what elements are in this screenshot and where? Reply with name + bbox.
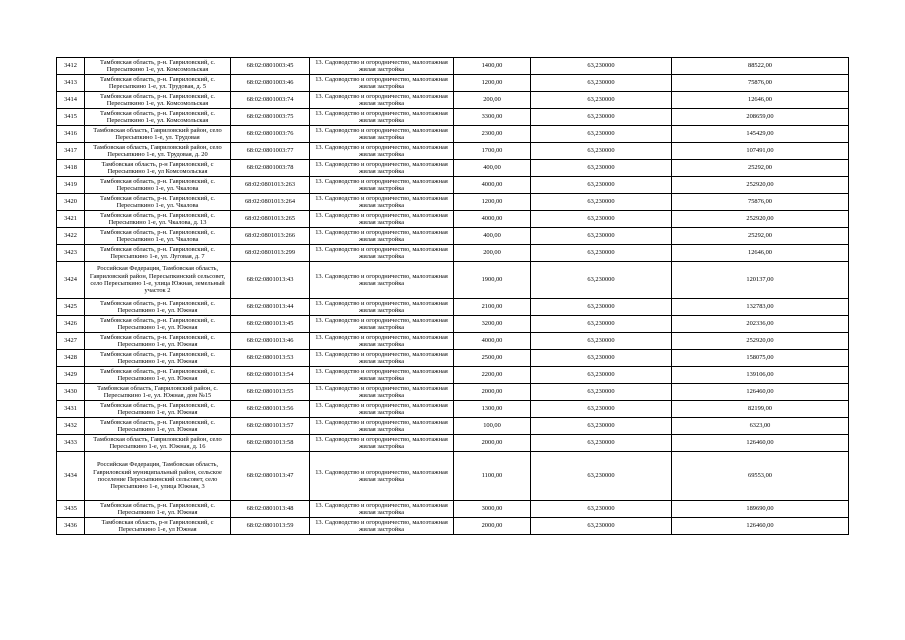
- specific-value-cell: 63,230000: [531, 177, 672, 194]
- area-cell: 4000,00: [454, 333, 531, 350]
- cadastral-number-cell: 68:02:0801013:47: [231, 452, 310, 501]
- address-cell: Тамбовская область, р-н. Гавриловский, с. Пересыпкино 1-е, ул. Чкалова: [85, 228, 231, 245]
- specific-value-cell: 63,230000: [531, 333, 672, 350]
- cadastral-number-cell: 68:02:0801013:44: [231, 299, 310, 316]
- land-use-cell: 13. Садоводство и огородничество, малоэтажная жилая застройка: [310, 109, 454, 126]
- specific-value-cell: 63,230000: [531, 518, 672, 535]
- row-number-cell: 3434: [57, 452, 85, 501]
- land-use-cell: 13. Садоводство и огородничество, малоэтажная жилая застройка: [310, 75, 454, 92]
- address-cell: Тамбовская область, р-н. Гавриловский, с. Пересыпкино 1-е, ул. Южная: [85, 401, 231, 418]
- cadastral-number-cell: 68:02:0801013:56: [231, 401, 310, 418]
- row-number-cell: 3428: [57, 350, 85, 367]
- address-cell: Тамбовская область, р-н. Гавриловский, с. Пересыпкино 1-е, ул. Южная: [85, 350, 231, 367]
- address-cell: Тамбовская область, Гавриловский район, с. Пересыпкино 1-е, ул. Южная, дом №15: [85, 384, 231, 401]
- address-cell: Тамбовская область, р-н Гавриловский, с Пересыпкино 1-е, ул Комсомольская: [85, 160, 231, 177]
- cadastral-number-cell: 68:02:0801003:75: [231, 109, 310, 126]
- land-use-cell: 13. Садоводство и огородничество, малоэтажная жилая застройка: [310, 262, 454, 299]
- area-cell: 2100,00: [454, 299, 531, 316]
- specific-value-cell: 63,230000: [531, 126, 672, 143]
- area-cell: 1200,00: [454, 75, 531, 92]
- area-cell: 2300,00: [454, 126, 531, 143]
- row-number-cell: 3436: [57, 518, 85, 535]
- row-number-cell: 3425: [57, 299, 85, 316]
- cadastral-number-cell: 68:02:0801013:59: [231, 518, 310, 535]
- table-row: [57, 58, 849, 75]
- cadastral-value-cell: 126460,00: [672, 435, 849, 452]
- area-cell: 1900,00: [454, 262, 531, 299]
- cadastral-value-cell: 158075,00: [672, 350, 849, 367]
- land-use-cell: 13. Садоводство и огородничество, малоэтажная жилая застройка: [310, 143, 454, 160]
- table-row: [57, 245, 849, 262]
- cadastral-number-cell: 68:02:0801013:45: [231, 316, 310, 333]
- area-cell: 4000,00: [454, 211, 531, 228]
- table-row: [57, 299, 849, 316]
- land-use-cell: 13. Садоводство и огородничество, малоэтажная жилая застройка: [310, 350, 454, 367]
- table-row: [57, 418, 849, 435]
- address-cell: Тамбовская область, р-н. Гавриловский, с. Пересыпкино 1-е, ул. Южная: [85, 501, 231, 518]
- cadastral-number-cell: 68:02:0801013:266: [231, 228, 310, 245]
- land-use-cell: 13. Садоводство и огородничество, малоэтажная жилая застройка: [310, 211, 454, 228]
- row-number-cell: 3424: [57, 262, 85, 299]
- area-cell: 400,00: [454, 160, 531, 177]
- land-use-cell: 13. Садоводство и огородничество, малоэтажная жилая застройка: [310, 245, 454, 262]
- land-use-cell: 13. Садоводство и огородничество, малоэтажная жилая застройка: [310, 316, 454, 333]
- address-cell: Тамбовская область, р-н. Гавриловский, с. Пересыпкино 1-е, ул. Комсомольская: [85, 109, 231, 126]
- cadastral-number-cell: 68:02:0801013:263: [231, 177, 310, 194]
- cadastral-value-cell: 126460,00: [672, 518, 849, 535]
- specific-value-cell: 63,230000: [531, 92, 672, 109]
- cadastral-number-cell: 68:02:0801013:46: [231, 333, 310, 350]
- address-cell: Тамбовская область, Гавриловский район, село Пересыпкино 1-е, ул. Южная, д. 16: [85, 435, 231, 452]
- table-row: [57, 518, 849, 535]
- cadastral-value-cell: 25292,00: [672, 228, 849, 245]
- cadastral-number-cell: 68:02:0801013:58: [231, 435, 310, 452]
- specific-value-cell: 63,230000: [531, 160, 672, 177]
- area-cell: 1700,00: [454, 143, 531, 160]
- specific-value-cell: 63,230000: [531, 75, 672, 92]
- cadastral-value-cell: 12646,00: [672, 245, 849, 262]
- cadastral-value-cell: 202336,00: [672, 316, 849, 333]
- cadastral-value-cell: 252920,00: [672, 333, 849, 350]
- land-use-cell: 13. Садоводство и огородничество, малоэтажная жилая застройка: [310, 126, 454, 143]
- table-row: [57, 211, 849, 228]
- row-number-cell: 3420: [57, 194, 85, 211]
- row-number-cell: 3415: [57, 109, 85, 126]
- land-use-cell: 13. Садоводство и огородничество, малоэтажная жилая застройка: [310, 58, 454, 75]
- area-cell: 2500,00: [454, 350, 531, 367]
- address-cell: Тамбовская область, р-н Гавриловский, с Пересыпкино 1-е, ул Южная: [85, 518, 231, 535]
- address-cell: Тамбовская область, Гавриловский район, село Пересыпкино 1-е, ул. Трудовая: [85, 126, 231, 143]
- table-row: [57, 262, 849, 299]
- table-row: [57, 350, 849, 367]
- cadastral-number-cell: 68:02:0801013:43: [231, 262, 310, 299]
- specific-value-cell: 63,230000: [531, 435, 672, 452]
- area-cell: 100,00: [454, 418, 531, 435]
- area-cell: 2000,00: [454, 435, 531, 452]
- specific-value-cell: 63,230000: [531, 401, 672, 418]
- area-cell: 2000,00: [454, 518, 531, 535]
- area-cell: 3200,00: [454, 316, 531, 333]
- row-number-cell: 3426: [57, 316, 85, 333]
- cadastral-value-cell: 107491,00: [672, 143, 849, 160]
- cadastral-number-cell: 68:02:0801003:74: [231, 92, 310, 109]
- address-cell: Тамбовская область, р-н. Гавриловский, с. Пересыпкино 1-е, ул. Луговая, д. 7: [85, 245, 231, 262]
- specific-value-cell: 63,230000: [531, 245, 672, 262]
- address-cell: Тамбовская область, р-н. Гавриловский, с. Пересыпкино 1-е, ул. Комсомольская: [85, 92, 231, 109]
- row-number-cell: 3435: [57, 501, 85, 518]
- land-use-cell: 13. Садоводство и огородничество, малоэтажная жилая застройка: [310, 299, 454, 316]
- cadastral-number-cell: 68:02:0801013:265: [231, 211, 310, 228]
- land-use-cell: 13. Садоводство и огородничество, малоэтажная жилая застройка: [310, 228, 454, 245]
- table-row: [57, 401, 849, 418]
- cadastral-number-cell: 68:02:0801013:54: [231, 367, 310, 384]
- address-cell: Тамбовская область, р-н. Гавриловский, с. Пересыпкино 1-е, ул. Трудовая, д. 5: [85, 75, 231, 92]
- cadastral-number-cell: 68:02:0801003:45: [231, 58, 310, 75]
- area-cell: 1400,00: [454, 58, 531, 75]
- table-row: [57, 160, 849, 177]
- row-number-cell: 3412: [57, 58, 85, 75]
- area-cell: 200,00: [454, 92, 531, 109]
- address-cell: Тамбовская область, р-н. Гавриловский, с. Пересыпкино 1-е, ул. Южная: [85, 367, 231, 384]
- table-row: [57, 92, 849, 109]
- land-use-cell: 13. Садоводство и огородничество, малоэтажная жилая застройка: [310, 435, 454, 452]
- land-use-cell: 13. Садоводство и огородничество, малоэтажная жилая застройка: [310, 367, 454, 384]
- address-cell: Российская Федерация, Тамбовская область, Гавриловский муниципальный район, сельское поселение Пересыпкинский сельсовет, село Пересыпкино 1-е, улица Южная, 3: [85, 452, 231, 501]
- land-use-cell: 13. Садоводство и огородничество, малоэтажная жилая застройка: [310, 518, 454, 535]
- cadastral-number-cell: 68:02:0801003:46: [231, 75, 310, 92]
- cadastral-number-cell: 68:02:0801013:55: [231, 384, 310, 401]
- table-row: [57, 143, 849, 160]
- address-cell: Тамбовская область, р-н. Гавриловский, с. Пересыпкино 1-е, ул. Чкалова: [85, 194, 231, 211]
- land-use-cell: 13. Садоводство и огородничество, малоэтажная жилая застройка: [310, 333, 454, 350]
- cadastral-value-cell: 252920,00: [672, 211, 849, 228]
- table-row: [57, 452, 849, 501]
- table-body: [57, 58, 849, 535]
- table-row: [57, 109, 849, 126]
- table-row: [57, 501, 849, 518]
- area-cell: 1300,00: [454, 401, 531, 418]
- area-cell: 200,00: [454, 245, 531, 262]
- specific-value-cell: 63,230000: [531, 452, 672, 501]
- land-use-cell: 13. Садоводство и огородничество, малоэтажная жилая застройка: [310, 501, 454, 518]
- cadastral-value-cell: 208659,00: [672, 109, 849, 126]
- address-cell: Российская Федерация, Тамбовская область, Гавриловский район, Пересыпкинский сельсовет, село Пересыпкино 1-е, улица Южная, земельный участок 2: [85, 262, 231, 299]
- row-number-cell: 3431: [57, 401, 85, 418]
- row-number-cell: 3417: [57, 143, 85, 160]
- cadastral-number-cell: 68:02:0801013:57: [231, 418, 310, 435]
- area-cell: 3000,00: [454, 501, 531, 518]
- specific-value-cell: 63,230000: [531, 501, 672, 518]
- specific-value-cell: 63,230000: [531, 109, 672, 126]
- specific-value-cell: 63,230000: [531, 211, 672, 228]
- cadastral-value-cell: 82199,00: [672, 401, 849, 418]
- specific-value-cell: 63,230000: [531, 262, 672, 299]
- address-cell: Тамбовская область, р-н. Гавриловский, с. Пересыпкино 1-е, ул. Южная: [85, 333, 231, 350]
- area-cell: 4000,00: [454, 177, 531, 194]
- row-number-cell: 3432: [57, 418, 85, 435]
- row-number-cell: 3423: [57, 245, 85, 262]
- land-use-cell: 13. Садоводство и огородничество, малоэтажная жилая застройка: [310, 177, 454, 194]
- cadastral-value-cell: 189690,00: [672, 501, 849, 518]
- address-cell: Тамбовская область, р-н. Гавриловский, с. Пересыпкино 1-е, ул. Южная: [85, 299, 231, 316]
- row-number-cell: 3429: [57, 367, 85, 384]
- row-number-cell: 3416: [57, 126, 85, 143]
- table-row: [57, 126, 849, 143]
- table-row: [57, 75, 849, 92]
- area-cell: 1200,00: [454, 194, 531, 211]
- cadastral-value-table: [56, 57, 849, 535]
- area-cell: 400,00: [454, 228, 531, 245]
- land-use-cell: 13. Садоводство и огородничество, малоэтажная жилая застройка: [310, 92, 454, 109]
- cadastral-value-cell: 69553,00: [672, 452, 849, 501]
- land-use-cell: 13. Садоводство и огородничество, малоэтажная жилая застройка: [310, 384, 454, 401]
- cadastral-value-cell: 75876,00: [672, 194, 849, 211]
- cadastral-value-cell: 12646,00: [672, 92, 849, 109]
- area-cell: 2000,00: [454, 384, 531, 401]
- address-cell: Тамбовская область, р-н. Гавриловский, с. Пересыпкино 1-е, ул. Чкалова, д. 13: [85, 211, 231, 228]
- cadastral-number-cell: 68:02:0801003:78: [231, 160, 310, 177]
- specific-value-cell: 63,230000: [531, 384, 672, 401]
- area-cell: 3300,00: [454, 109, 531, 126]
- cadastral-value-cell: 25292,00: [672, 160, 849, 177]
- cadastral-number-cell: 68:02:0801013:264: [231, 194, 310, 211]
- cadastral-value-cell: 139106,00: [672, 367, 849, 384]
- specific-value-cell: 63,230000: [531, 316, 672, 333]
- specific-value-cell: 63,230000: [531, 58, 672, 75]
- row-number-cell: 3430: [57, 384, 85, 401]
- specific-value-cell: 63,230000: [531, 143, 672, 160]
- row-number-cell: 3413: [57, 75, 85, 92]
- table-row: [57, 228, 849, 245]
- row-number-cell: 3427: [57, 333, 85, 350]
- table-row: [57, 367, 849, 384]
- land-use-cell: 13. Садоводство и огородничество, малоэтажная жилая застройка: [310, 160, 454, 177]
- address-cell: Тамбовская область, р-н. Гавриловский, с. Пересыпкино 1-е, ул. Комсомольская: [85, 58, 231, 75]
- row-number-cell: 3414: [57, 92, 85, 109]
- land-use-cell: 13. Садоводство и огородничество, малоэтажная жилая застройка: [310, 418, 454, 435]
- row-number-cell: 3421: [57, 211, 85, 228]
- specific-value-cell: 63,230000: [531, 194, 672, 211]
- row-number-cell: 3422: [57, 228, 85, 245]
- cadastral-number-cell: 68:02:0801003:77: [231, 143, 310, 160]
- cadastral-value-cell: 132783,00: [672, 299, 849, 316]
- table-row: [57, 177, 849, 194]
- specific-value-cell: 63,230000: [531, 228, 672, 245]
- area-cell: 2200,00: [454, 367, 531, 384]
- specific-value-cell: 63,230000: [531, 299, 672, 316]
- row-number-cell: 3433: [57, 435, 85, 452]
- specific-value-cell: 63,230000: [531, 367, 672, 384]
- address-cell: Тамбовская область, р-н. Гавриловский, с. Пересыпкино 1-е, ул. Южная: [85, 316, 231, 333]
- address-cell: Тамбовская область, Гавриловский район, село Пересыпкино 1-е, ул. Трудовая, д. 20: [85, 143, 231, 160]
- specific-value-cell: 63,230000: [531, 350, 672, 367]
- area-cell: 1100,00: [454, 452, 531, 501]
- cadastral-value-cell: 6323,00: [672, 418, 849, 435]
- table-row: [57, 333, 849, 350]
- cadastral-value-cell: 75876,00: [672, 75, 849, 92]
- land-use-cell: 13. Садоводство и огородничество, малоэтажная жилая застройка: [310, 452, 454, 501]
- table-row: [57, 194, 849, 211]
- table-row: [57, 384, 849, 401]
- address-cell: Тамбовская область, р-н. Гавриловский, с. Пересыпкино 1-е, ул. Южная: [85, 418, 231, 435]
- cadastral-number-cell: 68:02:0801013:53: [231, 350, 310, 367]
- row-number-cell: 3418: [57, 160, 85, 177]
- cadastral-value-cell: 120137,00: [672, 262, 849, 299]
- specific-value-cell: 63,230000: [531, 418, 672, 435]
- cadastral-number-cell: 68:02:0801003:76: [231, 126, 310, 143]
- cadastral-value-cell: 145429,00: [672, 126, 849, 143]
- land-use-cell: 13. Садоводство и огородничество, малоэтажная жилая застройка: [310, 194, 454, 211]
- cadastral-value-cell: 252920,00: [672, 177, 849, 194]
- land-use-cell: 13. Садоводство и огородничество, малоэтажная жилая застройка: [310, 401, 454, 418]
- cadastral-value-cell: 88522,00: [672, 58, 849, 75]
- cadastral-number-cell: 68:02:0801013:48: [231, 501, 310, 518]
- table-row: [57, 435, 849, 452]
- table-row: [57, 316, 849, 333]
- cadastral-value-cell: 126460,00: [672, 384, 849, 401]
- row-number-cell: 3419: [57, 177, 85, 194]
- cadastral-number-cell: 68:02:0801013:299: [231, 245, 310, 262]
- address-cell: Тамбовская область, р-н. Гавриловский, с. Пересыпкино 1-е, ул. Чкалова: [85, 177, 231, 194]
